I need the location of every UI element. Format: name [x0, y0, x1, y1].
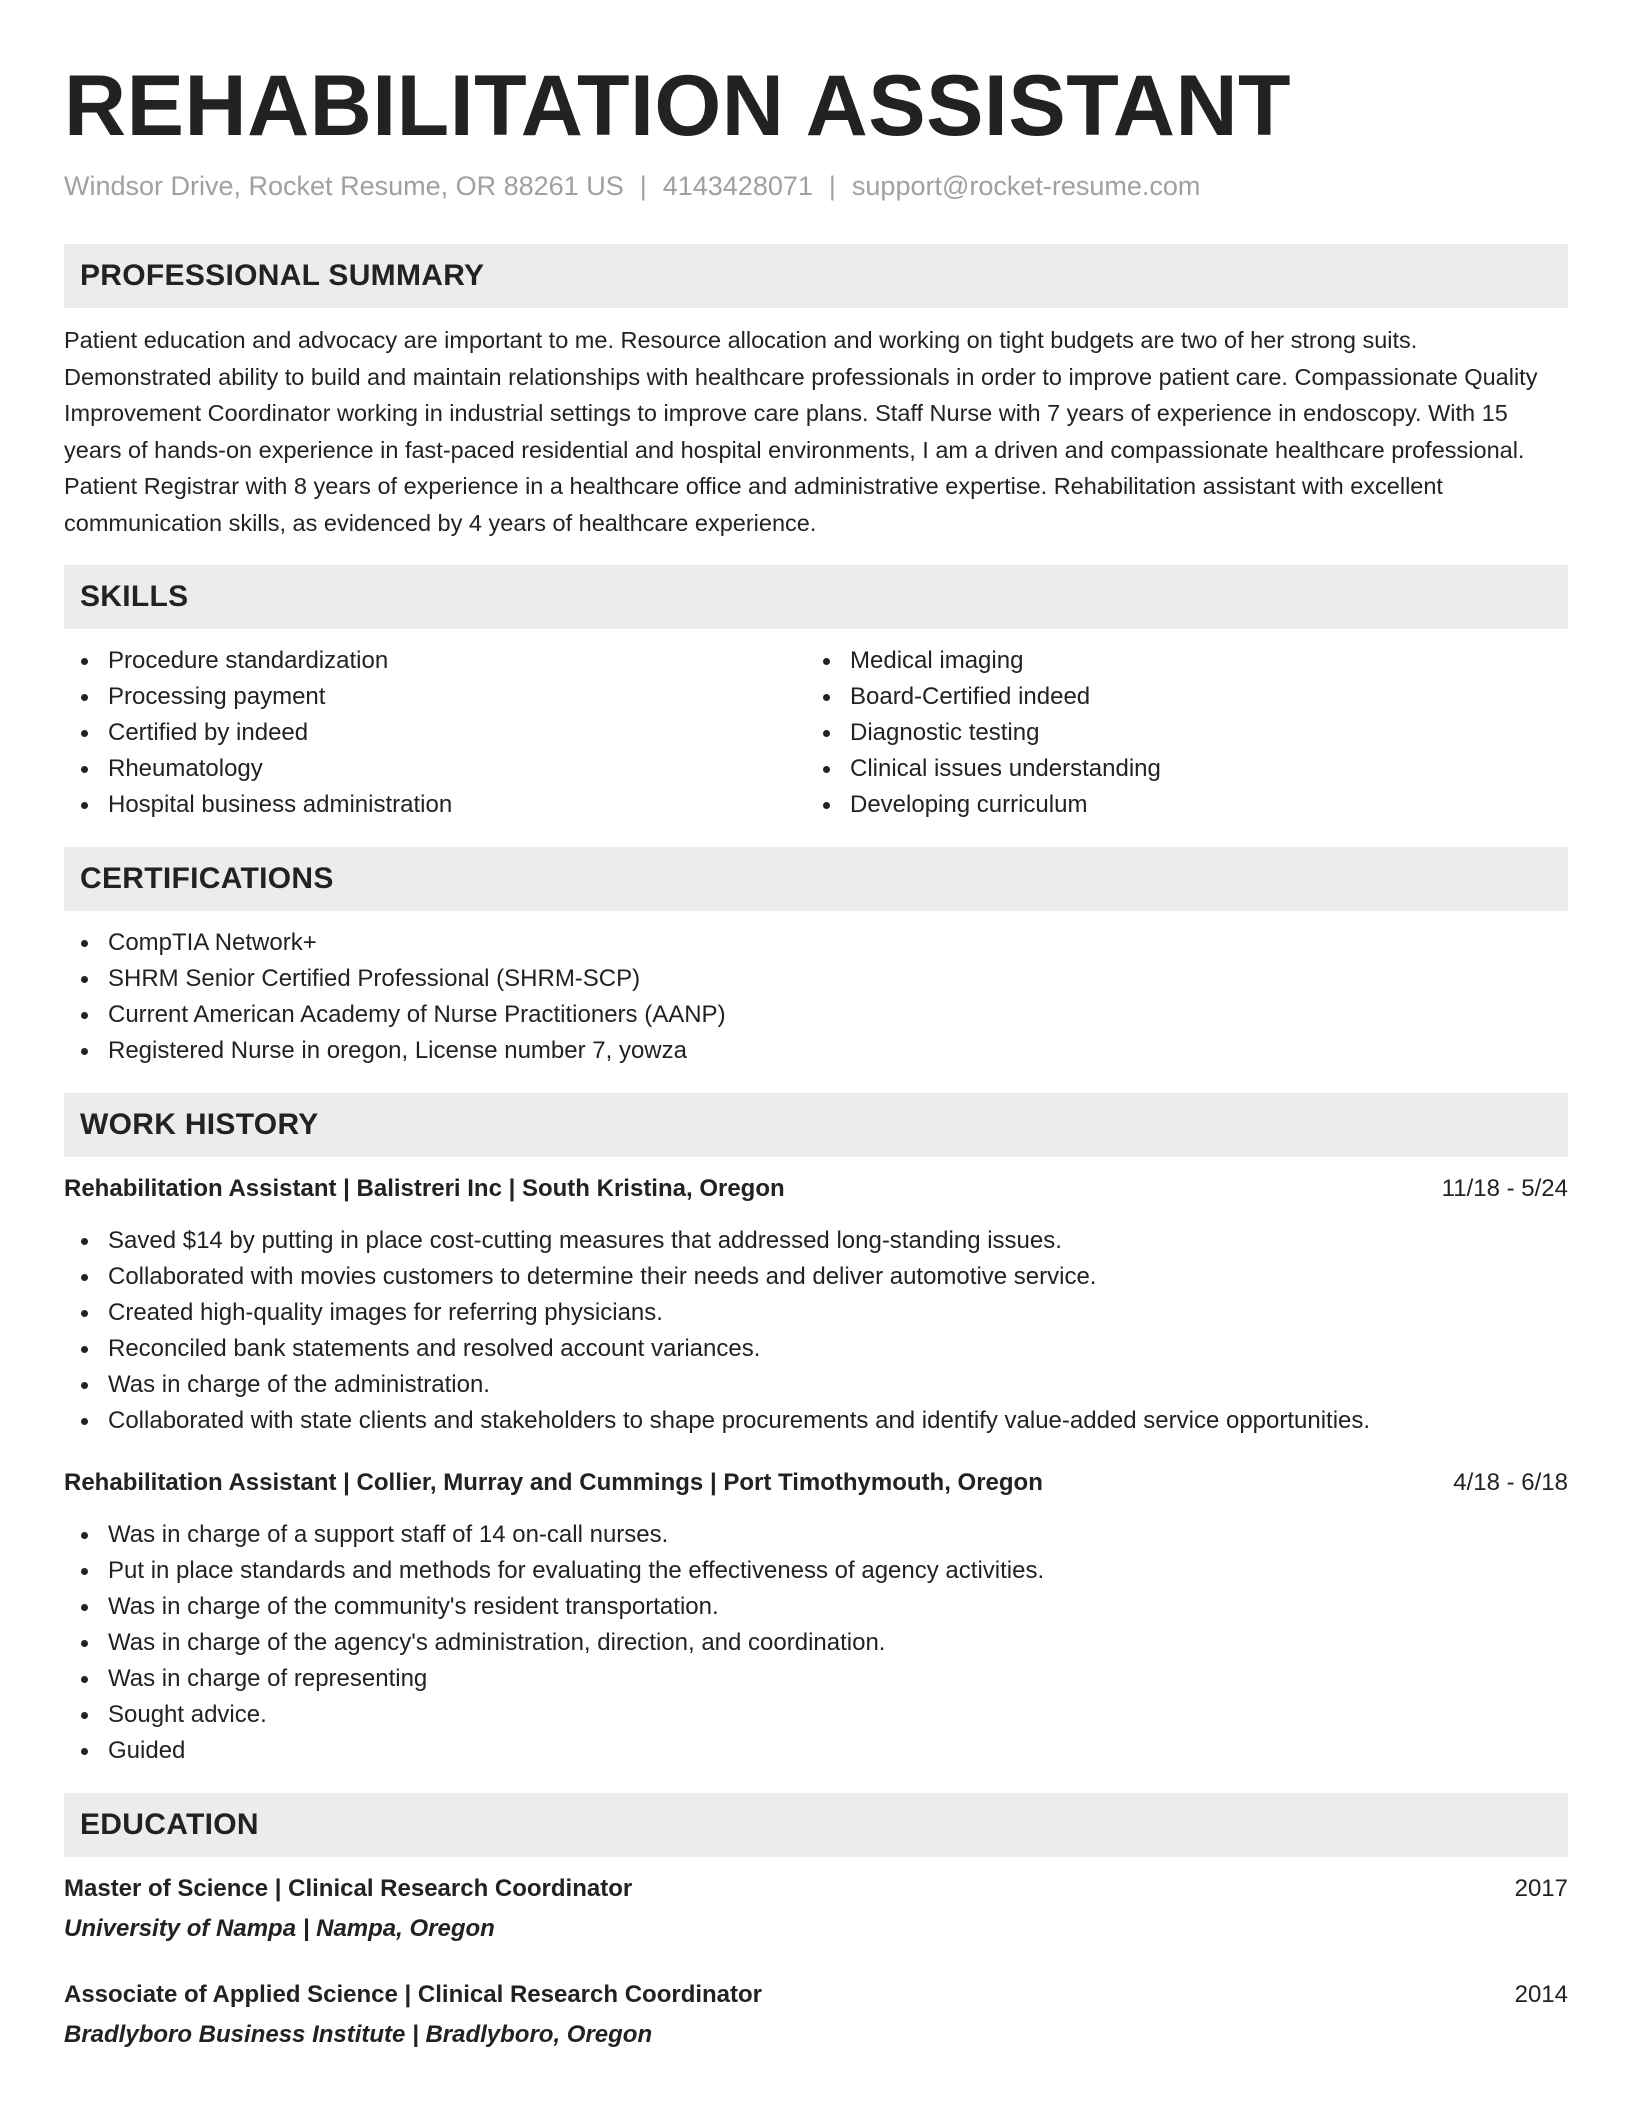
skill-item: Certified by indeed: [64, 715, 806, 751]
job-bullet: Put in place standards and methods for evaluating the effectiveness of agency activities.: [64, 1553, 1568, 1589]
section-header-certifications: CERTIFICATIONS: [64, 847, 1568, 911]
job-title: Rehabilitation Assistant | Balistreri Inc | South Kristina, Oregon: [64, 1175, 785, 1202]
skill-item: Processing payment: [64, 679, 806, 715]
job-header: [64, 1171, 1568, 1207]
education-year: 2017: [1514, 1875, 1568, 1902]
job-entry: [64, 1465, 1568, 1769]
education-header: [64, 1977, 1568, 2013]
certification-item: CompTIA Network+: [64, 925, 1568, 961]
contact-separator: |: [639, 171, 647, 201]
skills-list-left: [64, 643, 806, 823]
skill-item: Clinical issues understanding: [806, 751, 1548, 787]
certification-item: SHRM Senior Certified Professional (SHRM-SCP): [64, 961, 1568, 997]
education-school: Bradlyboro Business Institute | Bradlyboro, Oregon: [64, 2021, 653, 2048]
certifications-list: [64, 925, 1568, 1069]
contact-email[interactable]: support@rocket-resume.com: [851, 171, 1201, 201]
job-entry: [64, 1171, 1568, 1439]
job-dates: 4/18 - 6/18: [1453, 1469, 1568, 1496]
section-header-education: EDUCATION: [64, 1793, 1568, 1857]
skill-item: Medical imaging: [806, 643, 1548, 679]
skills-list-right: [806, 643, 1548, 823]
job-bullet: Reconciled bank statements and resolved account variances.: [64, 1331, 1568, 1367]
skill-item: Developing curriculum: [806, 787, 1548, 823]
job-header: [64, 1465, 1568, 1501]
education-entry: [64, 1977, 1568, 2053]
job-bullet: Was in charge of the administration.: [64, 1367, 1568, 1403]
job-bullet: Created high-quality images for referring physicians.: [64, 1295, 1568, 1331]
job-bullets: [64, 1223, 1568, 1439]
education-header: [64, 1871, 1568, 1907]
section-header-skills: SKILLS: [64, 565, 1568, 629]
contact-phone[interactable]: 4143428071: [662, 171, 813, 201]
job-bullet: Sought advice.: [64, 1697, 1568, 1733]
section-header-summary: PROFESSIONAL SUMMARY: [64, 244, 1568, 308]
skill-item: Board-Certified indeed: [806, 679, 1548, 715]
summary-text: Patient education and advocacy are important to me. Resource allocation and working on tight budgets are two of her strong suits. Demonstrated ability to build and maintain relationships with healthcare professionals in order to improve patient care. Compassionate Quality Improvement Coordinator working in industrial settings to improve care plans. Staff Nurse with 7 years of experience in endoscopy. With 15 years of hands-on experience in fast-paced residential and hospital environments, I am a driven and compassionate healthcare professional. Patient Registrar with 8 years of experience in a healthcare office and administrative expertise. Rehabilitation assistant with excellent communication skills, as evidenced by 4 years of healthcare experience.: [64, 327, 1538, 536]
education-school: University of Nampa | Nampa, Oregon: [64, 1915, 495, 1942]
resume-page: [64, 56, 1568, 2053]
contact-line: [64, 168, 1568, 204]
job-bullet: Was in charge of a support staff of 14 on-call nurses.: [64, 1517, 1568, 1553]
education-year: 2014: [1514, 1981, 1568, 2008]
education-degree: Associate of Applied Science | Clinical Research Coordinator: [64, 1981, 763, 2008]
skill-item: Diagnostic testing: [806, 715, 1548, 751]
certification-item: Current American Academy of Nurse Practitioners (AANP): [64, 997, 1568, 1033]
job-bullet: Collaborated with movies customers to determine their needs and deliver automotive service.: [64, 1259, 1568, 1295]
job-bullet: Saved $14 by putting in place cost-cutting measures that addressed long-standing issues.: [64, 1223, 1568, 1259]
education-entry: [64, 1871, 1568, 1947]
section-header-work-history: WORK HISTORY: [64, 1093, 1568, 1157]
skill-item: Rheumatology: [64, 751, 806, 787]
education-degree: Master of Science | Clinical Research Coordinator: [64, 1875, 633, 1902]
skill-item: Procedure standardization: [64, 643, 806, 679]
job-bullets: [64, 1517, 1568, 1769]
job-title: Rehabilitation Assistant | Collier, Murray and Cummings | Port Timothymouth, Oregon: [64, 1469, 1043, 1496]
contact-address: Windsor Drive, Rocket Resume, OR 88261 US: [64, 171, 624, 201]
job-bullet: Was in charge of the agency's administration, direction, and coordination.: [64, 1625, 1568, 1661]
candidate-title: REHABILITATION ASSISTANT: [64, 58, 1292, 154]
job-bullet: Was in charge of the community's resident transportation.: [64, 1589, 1568, 1625]
skills-grid: [64, 643, 1568, 823]
job-bullet: Guided: [64, 1733, 1568, 1769]
certification-item: Registered Nurse in oregon, License number 7, yowza: [64, 1033, 1568, 1069]
job-bullet: Was in charge of representing: [64, 1661, 1568, 1697]
skill-item: Hospital business administration: [64, 787, 806, 823]
job-bullet: Collaborated with state clients and stakeholders to shape procurements and identify value-added service opportunities.: [64, 1403, 1568, 1439]
contact-separator: |: [828, 171, 836, 201]
job-dates: 11/18 - 5/24: [1441, 1175, 1568, 1202]
